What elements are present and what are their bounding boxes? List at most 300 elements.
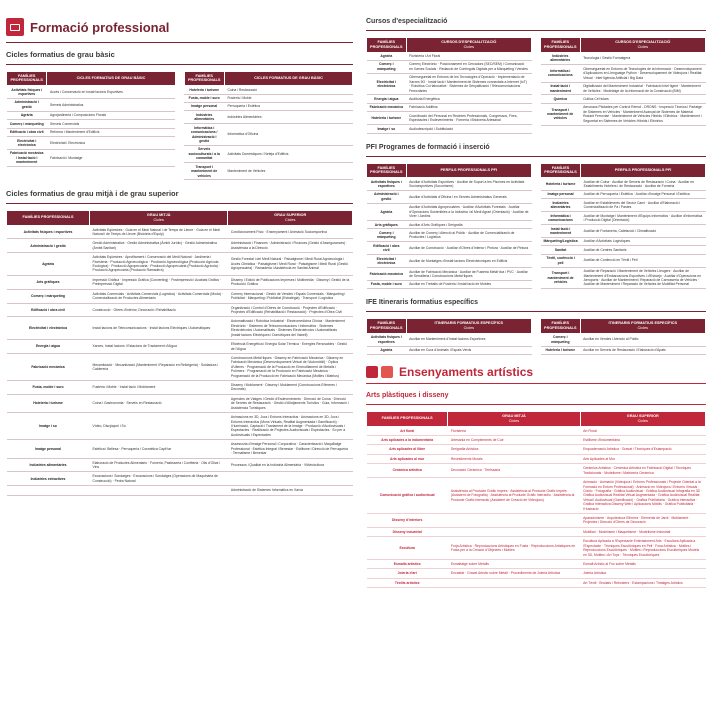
items-cell: Auxiliar en Establiments del Sector Carni · Auxiliar d'Elaboració i Comercialització de Pa i Pastes [581, 199, 706, 212]
mitja-cell: Estètica i Bellesa · Perruqueria i Cosmètica Capil·lar [90, 440, 228, 458]
items-cell: Digitalització del Manteniment Industrial · Fabricació Intel·ligent · Manteniment de Vehicles · Modelatge de la Informació de la Construcció (BIM) [580, 82, 705, 95]
family-cell: Imatge i so [7, 413, 90, 440]
items-cell: Accés i Conservació en Instal·lacions Esportives [47, 86, 175, 99]
table-row [7, 98, 176, 111]
family-cell: Agrària [367, 346, 407, 354]
table-row [7, 458, 353, 472]
items-cell: Auditoria Energètica [406, 95, 531, 103]
family-cell: Indústries alimentàries [541, 199, 581, 212]
table-row [7, 120, 176, 128]
table-row [541, 212, 706, 225]
basic-title: Cicles formatius de grau bàsic [6, 50, 115, 59]
family-cell: Instal·lació i manteniment [541, 225, 581, 238]
music-icon [381, 366, 393, 378]
table-row [7, 111, 176, 119]
th-perfils: PERFILS PROFESSIONALS PFI [406, 163, 531, 177]
family-cell: Disseny industrial [367, 527, 448, 536]
family-cell: Agrària [367, 203, 407, 220]
th-families: FAMÍLIES PROFESSIONALS [367, 163, 407, 177]
superior-cell: Assessoria d'Imatge Personal i Corporativa · Caracterització i Maquillatge Professional · Estètica Integral i Benestar · Estilisme i Direcció de Perruqueria · Termalisme i Benestar [228, 440, 353, 458]
items-cell: Auxiliar de Comerç i Atenció al Públic · Auxiliar de Comercialització de Productes i Logística [406, 229, 531, 242]
items-cell: Floristeria i Art Floral [406, 52, 531, 60]
family-cell: Activitats físiques i esportives [367, 178, 407, 191]
family-cell: Indústries extractives [7, 472, 90, 486]
family-cell: Indústries alimentàries [184, 111, 224, 124]
items-cell: Tecnologia i Gestió Formatgera [580, 52, 705, 65]
items-cell: Auxiliar de Muntatge i Manteniment d'Equips Informàtics · Auxiliar d'Informàtica i Producció Digital (Orientació) [581, 212, 706, 225]
superior-cell: Aparadorisme · Arquitectura Efímera · Elements de Jardí · Moblament · Projectes i Direcció d'Obres de Decoració [580, 514, 705, 528]
table-row [367, 426, 706, 435]
items-cell: Electricitat i Electrònica [47, 137, 175, 150]
table-row [367, 221, 532, 229]
th-mitja: GRAU MITJÀ Cicles [448, 412, 580, 426]
table-row [367, 445, 706, 454]
items-cell: Cultius Cel·lulars [580, 95, 705, 103]
items-cell: Serveis Administratius [47, 98, 175, 111]
table-row [7, 149, 176, 166]
family-cell: Comerç i màrqueting [367, 60, 407, 73]
th-perfils: PERFILS PROFESSIONALS PFI [581, 163, 706, 177]
items-cell: Auxiliar d'Activitats d'Oficina i en Serveis Administratius Generals [406, 190, 531, 203]
th-superior: GRAU SUPERIOR Cicles [580, 412, 705, 426]
items-cell: Activitats Domèstiques i Neteja d'Edificis [224, 145, 352, 162]
mitja-cell: Construcció · Obres d'Interior, Decoració i Rehabilitació [90, 303, 228, 317]
table-row [7, 239, 353, 253]
th-cicles: CICLES FORMATIUS DE GRAU BÀSIC [224, 71, 352, 85]
family-cell: Edificació i obra civil [7, 128, 47, 136]
superior-cell: Administració i Finances · Administració i Finances (Gestió d'Assegurances) · Assistència a la Direcció [228, 239, 353, 253]
family-cell: Administració i gestió [367, 190, 407, 203]
items-cell: Fabricació Additiva [406, 103, 531, 111]
mitja-cell: Activitats Comercials · Activitats Comercials (Logística) · Activitats Comercials (Moda) · Comercialització de Productes Alimentaris [90, 289, 228, 303]
family-cell: Comerç i màrqueting [541, 333, 581, 346]
superior-cell: Construccions Metàl·liques · Disseny en Fabricació Mecànica · Disseny en Fabricació Mecànica (Desenvolupament Virtual de l'Automòbil) · Òptica d'Ulleres · Programació de la Producció en Emmotllament de Metalls i Polímers · Programació de la Producció en Fabricació Mecànica · Programació de la Producció en Fabricació Mecànica (Motlles i Matrius) [228, 353, 353, 380]
family-cell: Escultura [367, 537, 448, 560]
mitja-cell: Artesania en Complements de Cuir [448, 435, 580, 444]
superior-cell: Art Tèxtil · Brodats i Rebosters · Estampacions i Tintatges Artístics [580, 578, 705, 587]
superior-cell: Animacions en 3D, Jocs i Entorns Interactius · Animacions en 3D, Jocs i Entorns Interactius (Mons Virtuals, Realitat Augmentada i Gamificació) · Il·luminació, Captació i Tractament de la Imatge · Producció d'Audiovisuals i Espectacles · Realització de Projectes Audiovisuals i Espectacles · So per a Audiovisuals i Espectacles [228, 413, 353, 440]
family-cell: Comerç i màrqueting [367, 229, 407, 242]
family-cell: Hoteleria i turisme [541, 346, 581, 354]
th-families: FAMÍLIES PROFESSIONALS [184, 71, 224, 85]
family-cell: Electricitat i electrònica [7, 137, 47, 150]
mitja-cell: Activitats Eqüestres · Guia en el Medi Natural i de Temps de Lleure · Guia en el Medi Natural i de Temps de Lleure (Bicicleta d'Equip) [90, 225, 228, 239]
mitja-cell: Gestió Administrativa · Gestió Administrativa (Àmbit Jurídic) · Gestió Administrativa (Àmbit Sanitari) [90, 239, 228, 253]
family-cell: Hoteleria i turisme [367, 112, 407, 125]
family-cell: Fabricació mecànica [367, 103, 407, 111]
th-families: FAMÍLIES PROFESSIONALS [541, 163, 581, 177]
family-cell: Activitats físiques i esportives [7, 225, 90, 239]
family-cell: Edificació i obra civil [367, 242, 407, 255]
family-cell: Activitats físiques i esportives [7, 86, 47, 99]
superior-cell: Art Floral [580, 426, 705, 435]
superior-cell: Disseny i Moblament · Disseny i Moblament (Construccions Efímeres i Decorats) [228, 381, 353, 395]
th-superior: GRAU SUPERIOR Cicles [228, 211, 353, 225]
ife-title: IFE Itineraris formatius específics [366, 299, 479, 307]
table-row [7, 394, 353, 412]
mitja-cell: Elaboració de Productes Alimentaris · Forneria, Pastisseria i Confiteria · Olis d'Oliva i Vins [90, 458, 228, 472]
items-cell: Auxiliar d'Activitats Logístiques [581, 237, 706, 245]
table-row [367, 125, 532, 133]
items-cell: Auxiliar d'Activitats Agropecuàries · Auxiliar d'Activitats Forestals · Auxiliar d'Operacions Sostenibles a la Indústria i al Medi Agrari (Orientació) · Auxiliar de Viver i Jardins [406, 203, 531, 220]
table-row [7, 225, 353, 239]
family-cell: Indústries alimentàries [541, 52, 581, 65]
table-row [541, 333, 706, 346]
superior-cell: Arts Aplicades al Mur [580, 454, 705, 463]
ife-table-right [540, 318, 706, 355]
ife-table-left [366, 318, 532, 355]
family-cell: Comerç i màrqueting [7, 120, 47, 128]
table-row [367, 527, 706, 536]
spec-tables [366, 37, 706, 134]
table-row [367, 435, 706, 444]
arts-title: Ensenyaments artístics [399, 365, 534, 380]
family-cell: Hoteleria i turisme [541, 178, 581, 191]
family-cell: Activitats físiques i esportives [367, 333, 407, 346]
table-row [367, 95, 532, 103]
family-cell: Arts gràfiques [7, 275, 90, 289]
table-row [7, 440, 353, 458]
table-row [367, 190, 532, 203]
family-cell: Instal·lació i manteniment [541, 82, 581, 95]
items-cell: Auxiliar d'Arts Gràfiques i Serigrafia [406, 221, 531, 229]
mitja-cell: Revestiments Murals [448, 454, 580, 463]
table-row [184, 145, 353, 162]
table-row [184, 86, 353, 94]
family-cell: Hoteleria i turisme [184, 86, 224, 94]
table-row [541, 246, 706, 254]
family-cell: Fabricació mecànica [7, 353, 90, 380]
table-row [367, 178, 532, 191]
arts-header [366, 365, 706, 384]
mitja-cell: Assistència al Producte Gràfic Imprès · Assistència al Producte Gràfic Imprès (Assistent de Fotografia) · Assistència al Producte Gràfic Interactiu · Assistència al Producte Gràfic Interactiu (Assistent de Creació de Videojocs) [448, 478, 580, 514]
table-row [367, 514, 706, 528]
family-cell: Fabricació mecànica [367, 268, 407, 281]
family-cell: Informàtica i comunicacions [541, 212, 581, 225]
briefcase-icon [6, 18, 24, 36]
table-row [541, 237, 706, 245]
th-cursos: CURSOS D'ESPECIALITZACIÓ Cicles [580, 38, 705, 52]
table-row [7, 289, 353, 303]
th-mitja: GRAU MITJÀ Cicles [90, 211, 228, 225]
mitja-cell: Fusteria i Moble · Instal·lació i Moblament [90, 381, 228, 395]
mitja-cell: Impressió Gràfica · Impressió Gràfica (Converting) · Postimpressió i Acabats Gràfics · Preimpressió Digital [90, 275, 228, 289]
basic-table-left [6, 71, 176, 168]
table-row [184, 163, 353, 180]
table-row [367, 112, 532, 125]
spec-table-left [366, 37, 532, 134]
family-cell: Comerç i màrqueting [7, 289, 90, 303]
table-row [367, 478, 706, 514]
superior-cell: Ceràmica Artística · Ceràmica Artística en Fabricació Digital i Tècniques Tradicionals · Modelisme i Matriceria Ceràmica [580, 464, 705, 478]
family-cell: Fabricació mecànica / Instal·lació i manteniment [7, 149, 47, 166]
mitja-cell [448, 578, 580, 587]
arts-subtitle: Arts plàstiques i disseny [366, 392, 449, 400]
family-cell: Agrària [7, 253, 90, 276]
superior-cell: Estilisme d'Indumentària [580, 435, 705, 444]
family-cell: Art floral [367, 426, 448, 435]
th-itin: ITINERARIS FORMATIUS ESPECÍFICS Cicles [406, 319, 531, 333]
family-cell: Edificació i obra civil [7, 303, 90, 317]
th-families: FAMÍLIES PROFESSIONALS [367, 38, 407, 52]
table-row [367, 560, 706, 569]
items-cell: Auxiliar de Construcció · Auxiliar d'Obres d'Interior i Pintura · Auxiliar de Pintura [406, 242, 531, 255]
family-cell: Informàtica i comunicacions / Administració i gestió [184, 124, 224, 146]
table-row [541, 254, 706, 267]
family-cell: Arts gràfiques [367, 221, 407, 229]
table-row [367, 280, 532, 288]
family-cell: Agrària [7, 111, 47, 119]
th-families: FAMÍLIES PROFESSIONALS [367, 319, 407, 333]
pfi-tables [366, 163, 706, 290]
items-cell: Auxiliar de Perruqueria i Estètica · Auxiliar d'Imatge Personal i Estètica [581, 190, 706, 198]
th-families: FAMÍLIES PROFESSIONALS [541, 319, 581, 333]
table-row [367, 537, 706, 560]
mitja-cell: Vídeo, Discjòquei i So [90, 413, 228, 440]
family-cell: Electricitat i electrònica [367, 73, 407, 95]
section-header [6, 0, 353, 43]
th-families: FAMÍLIES PROFESSIONALS [7, 211, 90, 225]
table-row [367, 333, 532, 346]
table-row [7, 275, 353, 289]
superior-cell: Eficiència Energètica i Energia Solar Tèrmica · Energies Renovables · Gestió de l'Aigua [228, 340, 353, 354]
superior-cell: Joieria Artística [580, 569, 705, 578]
family-cell: Tèxtils artístics [367, 578, 448, 587]
table-row [184, 124, 353, 146]
pfi-title: PFI Programes de formació i inserció [366, 143, 490, 151]
family-cell: Fusta, moble i suro [7, 381, 90, 395]
mitja-cell: Cuina i Gastronomia · Serveis en Restauració [90, 394, 228, 412]
family-cell: Sanitat [541, 246, 581, 254]
items-cell: Auxiliar en Treballs de Fusteria i Instal·lació de Mobles [406, 280, 531, 288]
pfi-table-left [366, 163, 532, 290]
family-cell: Imatge i so [367, 125, 407, 133]
items-cell: Indústries Alimentàries [224, 111, 352, 124]
superior-cell: Disseny i Edició de Publicacions Impreses i Multimèdia · Disseny i Gestió de la Producció Gràfica [228, 275, 353, 289]
th-families: FAMÍLIES PROFESSIONALS [367, 412, 448, 426]
basic-table-right [184, 71, 354, 181]
items-cell: Perruqueria i Estètica [224, 102, 352, 110]
family-cell: Energia i aigua [7, 340, 90, 354]
items-cell: Auxiliar de Cuina · Auxiliar de Serveis de Restauració i Cuina · Auxiliar en Establiments Hotelers i de Restauració · Auxiliar de Forneria [581, 178, 706, 191]
items-cell: Coordinació del Personal en Recintes Professionals, Congressos, Fires, Espectacles i Esdeveniments · Forneria i Brioixeria Artesanal [406, 112, 531, 125]
table-row [367, 103, 532, 111]
table-row [541, 267, 706, 289]
items-cell: Aeronaus Pilotades per Control Remot - DRONS · Inspecció Tècnica i Partatge de Sistemes en Vehicles · Manteniment Avançat de Sistemes de Material Rodant Ferroviari · Manteniment de Vehicles Híbrids i Elèctrics · Manteniment i Seguretat en Sistemes de Vehicles Híbrids i Elèctrics [580, 103, 705, 125]
family-cell: Transport i manteniment de vehicles [184, 163, 224, 180]
table-row [367, 255, 532, 268]
table-row [541, 346, 706, 354]
mitja-cell: Esmaltatge sobre Metalls [448, 560, 580, 569]
items-cell: Ciberseguretat en Entorns de Tecnologies de la Informació · Desenvolupament d'Aplicacions en Llenguatge Python · Desenvolupament de Videojocs i Realitat Virtual · Intel·ligència Artificial i Big Data [580, 65, 705, 82]
mitja-cell [448, 514, 580, 528]
table-row [367, 454, 706, 463]
family-cell: Indústries alimentàries [7, 458, 90, 472]
table-row [367, 346, 532, 354]
family-cell: Hoteleria i turisme [7, 394, 90, 412]
items-cell: Auxiliar de Fontaneria, Calefacció i Climatització [581, 225, 706, 238]
th-cursos: CURSOS D'ESPECIALITZACIÓ Cicles [406, 38, 531, 52]
th-cicles: CICLES FORMATIUS DE GRAU BÀSIC [47, 71, 175, 85]
table-row [184, 94, 353, 102]
superior-cell [228, 472, 353, 486]
family-cell: Fusta, moble i suro [184, 94, 224, 102]
family-cell: Electricitat i electrònica [7, 317, 90, 340]
palette-icon [366, 366, 378, 378]
items-cell: Agrojardineria i Composicions Florals [47, 111, 175, 119]
family-cell: Administració i gestió [7, 98, 47, 111]
table-row [367, 242, 532, 255]
table-row [7, 303, 353, 317]
ife-tables [366, 318, 706, 355]
mitja-cell: Excavacions i Sondatges · Excavacions i Sondatges (Operacions de Maquinària de Construcció) · Pedra Natural [90, 472, 228, 486]
items-cell: Cuina i Restauració [224, 86, 352, 94]
table-row [541, 190, 706, 198]
th-families: FAMÍLIES PROFESSIONALS [541, 38, 581, 52]
items-cell: Manteniment de Vehicles [224, 163, 352, 180]
family-cell: Imatge personal [184, 102, 224, 110]
items-cell: Auxiliar d'Activitats Esportives · Auxiliar de Suport a les Piscines en Activitats Socioesportives (Socorrisme) [406, 178, 531, 191]
items-cell: Auxiliar de Muntatges d'Instal·lacions Electrotècniques en Edificis [406, 255, 531, 268]
table-row [7, 253, 353, 276]
items-cell: Auxiliar en Vendes i Atenció al Públic [580, 333, 705, 346]
spec-table-right [540, 37, 706, 126]
mitja-cell: Xarxes, Instal·lacions i Estacions de Tractament d'Aigua [90, 340, 228, 354]
family-cell: Arts aplicades a la indumentària [367, 435, 448, 444]
table-row [541, 82, 706, 95]
superior-cell: Organització i Control d'Obres de Construcció · Projectes d'Edificació · Projectes d'Edificació (Rehabilitació i Restauració) · Projectes d'Obra Civil [228, 303, 353, 317]
table-row [7, 472, 353, 486]
table-row [7, 486, 353, 495]
basic-tables [6, 71, 353, 181]
mitja-cell: Encastat · Gravat Artístic sobre Metall · Procediments de Joieria Artística [448, 569, 580, 578]
pfi-table-right [540, 163, 706, 290]
superior-cell: Enquadernació Artística · Gravat i Tècniques d'Estampació [580, 445, 705, 454]
family-cell: Química [541, 95, 581, 103]
table-row [367, 569, 706, 578]
arts-icons [366, 366, 393, 378]
table-row [184, 111, 353, 124]
family-cell: Esmalts artístics [367, 560, 448, 569]
superior-cell: Animació · Animació (Videojocs i Entorns Professionals i Projecte Orientat a la Formació en Entorn Professional) · Animació en Videojocs i Entorns Virtuals · Còmic · Fotografia · Gràfica Audiovisual · Gràfica Audiovisual Infografia en 3D · Gràfica Audiovisual Realitat Virtual Augmentada · Gràfica Audiovisual Realitat Virtual i Audiovisual (Gamificació) · Gràfica Publicitària · Gràfica Interactiva · Gràfica Interactiva Disseny Web i Aplicacions Mòbils · Gràfica Publicitària · Il·lustració [580, 478, 705, 514]
mitja-cell: Instal·lacions de Telecomunicacions · Instal·lacions Elèctriques i Automàtiques [90, 317, 228, 340]
table-row [367, 464, 706, 478]
table-row [367, 268, 532, 281]
superior-cell: Agències de Viatges i Gestió d'Esdeveniments · Direcció de Cuina · Direcció de Serveis de Restauració · Gestió d'Allotjaments Turístics · Guia, Informació i Assistència Turístiques [228, 394, 353, 412]
table-row [7, 413, 353, 440]
family-cell: Electricitat i electrònica [367, 255, 407, 268]
mitja-cell: Serigrafia Artística [448, 445, 580, 454]
page-title: Formació professional [30, 19, 170, 35]
table-row [184, 102, 353, 110]
mitja-cell [448, 527, 580, 536]
right-column [366, 0, 706, 588]
table-row [7, 137, 176, 150]
arts-table [366, 411, 706, 588]
items-cell: Auxiliar en Serveis de Restauració i Elaboració d'Àpats [580, 346, 705, 354]
items-cell: Auxiliar de Confecció en Tèxtil i Pell [581, 254, 706, 267]
medium-table [6, 210, 353, 496]
items-cell: Informàtica d'Oficina [224, 124, 352, 146]
superior-cell: Gestió Forestal i del Medi Natural · Paisatgisme i Medi Rural Agroecologia i Accés Climàtica · Paisatgisme i Medi Rural · Paisatgisme i Medi Rural (Gestió Agropecuària) · Ramaderia i Assistència en Sanitat Animal [228, 253, 353, 276]
table-row [367, 73, 532, 95]
family-cell: Imatge personal [541, 190, 581, 198]
items-cell: Reforma i Manteniment d'Edificis [47, 128, 175, 136]
table-row [367, 229, 532, 242]
mitja-cell: Mecanització · Mecanització (Manteniment i Reparació en Rellotgeria) · Soldadura i Caldereria [90, 353, 228, 380]
table-row [541, 225, 706, 238]
mitja-cell: Forja Artística · Reproduccions Artístiques en Fusta · Reproduccions Artístiques en Fusta per a la Creació d'Objectes i Mobles [448, 537, 580, 560]
table-row [541, 199, 706, 212]
items-cell: Audiodescripció i Subtitulació [406, 125, 531, 133]
family-cell: Disseny d'interiors [367, 514, 448, 528]
items-cell: Fabricació i Muntatge [47, 149, 175, 166]
family-cell: Joieria d'art [367, 569, 448, 578]
table-row [367, 203, 532, 220]
table-row [7, 128, 176, 136]
superior-cell: Automatització i Robòtica Industrial · Electromedicina Clínica · Manteniment Electrònic · Sistemes de Telecomunicacions i Informàtics · Sistemes Electrotècnics i Automatitzats · Sistemes Electrotècnics i Automatitzats (Instal·lacions Elèctriques i Domòtiques del Vaixell) [228, 317, 353, 340]
family-cell: Agrària [367, 52, 407, 60]
mitja-cell: Activitats Eqüestres · Aprofitament i Conservació del Medi Natural · Jardineria i Floristeria · Producció Agroecològica · Producció Agroecològica (Producció Agrícola Ecològica) · Producció Agropecuària · Producció Agropecuària (Producció Agrícola) · Producció Agropecuària (Producció Ramadera) [90, 253, 228, 276]
th-families: FAMÍLIES PROFESSIONALS [7, 71, 47, 85]
table-row [367, 60, 532, 73]
items-cell: Comerç Electrònic · Posicionament en Cercadors (SEO/SEM) i Comunicació en Xarxes Socials · Redacció de Continguts Digitals per a Màrqueting i Vendes [406, 60, 531, 73]
family-cell: Energia i aigua [367, 95, 407, 103]
th-itin: ITINERARIS FORMATIUS ESPECÍFICS Cicles [580, 319, 705, 333]
left-column [6, 0, 353, 496]
mitja-cell: Floristeria [448, 426, 580, 435]
table-row [7, 317, 353, 340]
table-row [7, 381, 353, 395]
items-cell: Auxiliar de Fabricació Mecànica · Auxiliar de Fusteria Metàl·lica i PVC · Auxiliar de Serralleria i Construccions Metàl·liques [406, 268, 531, 281]
table-row [541, 103, 706, 125]
family-cell: Arts aplicades al mur [367, 454, 448, 463]
superior-cell: Escultura Aplicada a l'Espectacle Entertainment Arts · Escultura Aplicada a l'Espectacle · Tècniques Escultòriques en Pell · Fosa Artística · Motlles i Reproduccions Escultòriques · Motlles i Reproduccions Escultòriques Models en 3D, Motlles i Art Toys · Tècniques Escultòriques [580, 537, 705, 560]
items-cell: Fusteria i Moble [224, 94, 352, 102]
superior-cell: Comerç Internacional · Gestió de Vendes i Espais Comercials · Màrqueting i Publicitat · Màrqueting i Publicitat (Estratègia) · Transport i Logística [228, 289, 353, 303]
family-cell: Serveis socioculturals i a la comunitat [184, 145, 224, 162]
items-cell: Auxiliar en Cura d'Animals i Espais Verds [406, 346, 531, 354]
superior-cell: Processos i Qualitat en la Indústria Alimentària · Vitivinicultura [228, 458, 353, 472]
table-row [367, 578, 706, 587]
family-cell [7, 486, 90, 495]
superior-cell: Administració de Sistemes Informàtics en Xarxa [228, 486, 353, 495]
items-cell: Auxiliar de Centres Sanitaris [581, 246, 706, 254]
table-row [7, 353, 353, 380]
table-row [541, 178, 706, 191]
table-row [367, 52, 532, 60]
mitja-cell [90, 486, 228, 495]
superior-cell: Mobiliari · Modelisme i Maquetisme · Modelisme Industrial [580, 527, 705, 536]
family-cell: Màrqueting/Logística [541, 237, 581, 245]
family-cell: Transport i manteniment de vehicles [541, 103, 581, 125]
family-cell: Ceràmica artística [367, 464, 448, 478]
items-cell: Auxiliar en Manteniment d'Instal·lacions Esportives [406, 333, 531, 346]
family-cell: Transport i manteniment de vehicles [541, 267, 581, 289]
items-cell: Auxiliar de Reparació i Manteniment de Vehicles Lleugers · Auxiliar de Manteniment d'Embarcacions Esportives i d'Esbarjo · Auxiliar d'Operacions en Aeroports · Auxiliar de Manteniment i Reparació de Carrosseria de Vehicles · Auxiliar de Manteniment i Reparació de Vehicles de Mobilitat Personal [581, 267, 706, 289]
medium-title: Cicles formatius de grau mitjà i de grau superior [6, 189, 179, 199]
items-cell: Ciberseguretat en Entorns de les Tecnologies d'Operació · Implementació de Xarxes 5G · Instal·lació i Manteniment de Sistemes connectats a Internet (IoT) · Robòtica Col·laborativa · Sistemes de Senyalització i Telecomunicacions Ferroviàries [406, 73, 531, 95]
table-row [541, 65, 706, 82]
table-row [541, 52, 706, 65]
items-cell: Serveis Comercials [47, 120, 175, 128]
mitja-cell: Decoració Ceràmica · Terrissaria [448, 464, 580, 478]
family-cell: Imatge personal [7, 440, 90, 458]
spec-title: Cursos d'especialització [366, 18, 448, 25]
family-cell: Informàtica i comunicacions [541, 65, 581, 82]
family-cell: Comunicació gràfica i audiovisual [367, 478, 448, 514]
table-row [7, 340, 353, 354]
